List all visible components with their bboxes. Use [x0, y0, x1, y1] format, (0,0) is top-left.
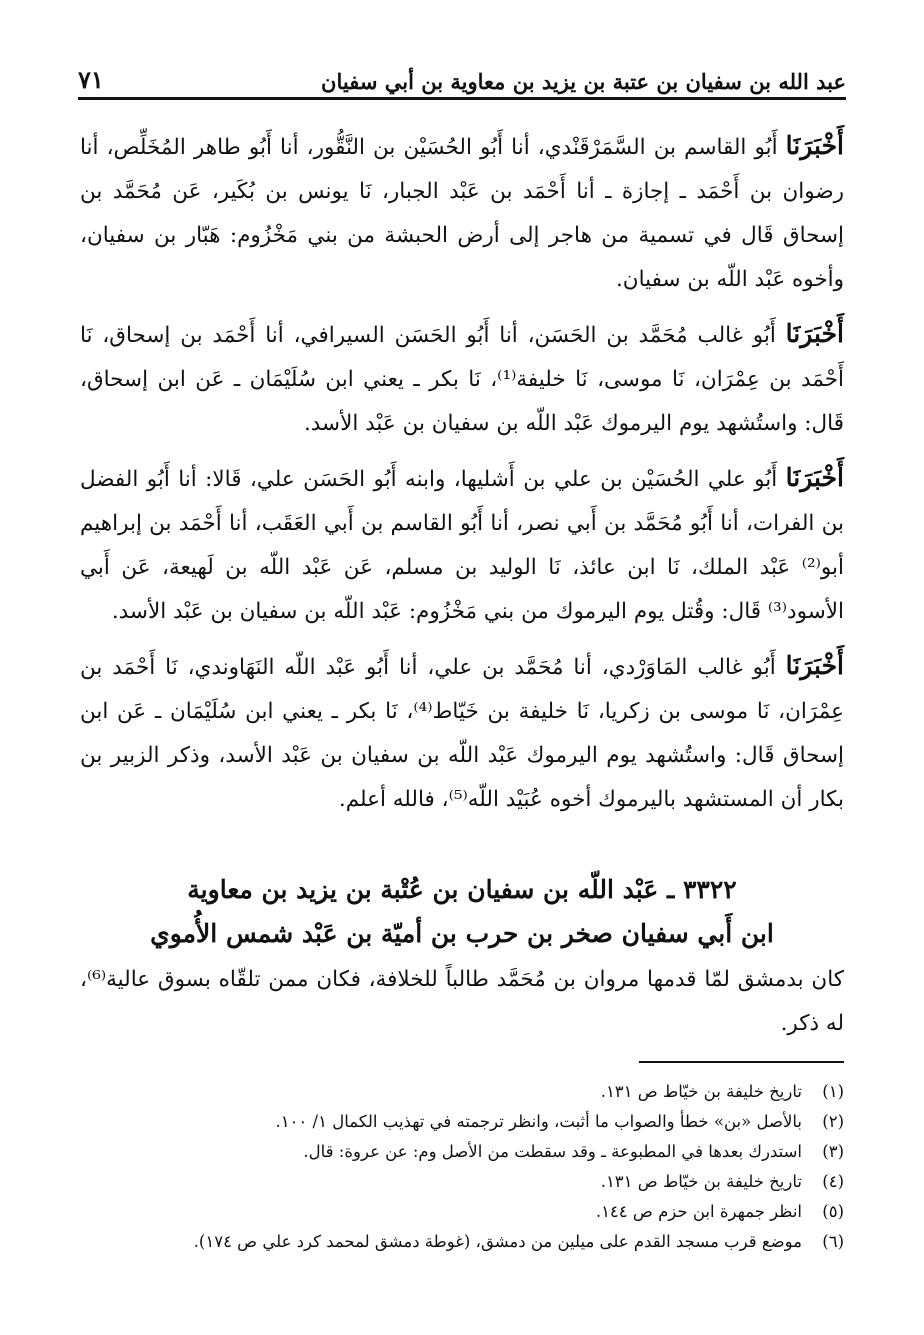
- narration-text: أَبُو القاسم بن السَّمَرْقَنْدي، أنا أَبُو الحُسَيْن بن النَّقُّور، أنا أَبُو طاهر المُخَلِّص، أنا رضوان بن أَحْمَد ـ إجازة ـ أنا أَحْمَد بن عَبْد الجبار، نَا يونس بن بُكَير، عَن مُحَمَّد بن إسحاق قَال في تسمية من هاجر إلى أرض الحبشة من بني مَخْزُوم: هَبّار بن سفيان، وأخوه عَبْد اللّه بن سفيان.: [80, 135, 845, 292]
- footnote: [80, 1167, 844, 1197]
- page-number: ٧١: [78, 65, 104, 94]
- footnote: [80, 1137, 844, 1167]
- header-rule: [78, 97, 846, 100]
- footnote-number: (٥): [822, 1202, 844, 1221]
- footnote-number: (٣): [822, 1142, 844, 1161]
- footnote-text: استدرك بعدها في المطبوعة ـ وقد سقطت من الأصل وم: عن عروة: قال.: [303, 1142, 802, 1161]
- entry-body: كان بدمشق لمّا قدمها مروان بن مُحَمَّد طالباً للخلافة، فكان ممن تلقّاه بسوق عالية⁽⁶⁾، له ذكر.: [80, 967, 844, 1036]
- footnote-text: تاريخ خليفة بن خيّاط ص ١٣١.: [600, 1172, 802, 1191]
- footnote: [80, 1077, 844, 1107]
- narration-text: أَبُو غالب مُحَمَّد بن الحَسَن، أنا أَبُو الحَسَن السيرافي، أنا أَحْمَد بن إسحاق، نَا أَحْمَد بن عِمْرَان، نَا موسى، نَا خليفة⁽¹⁾، نَا بكر ـ يعني ابن سُلَيْمَان ـ عَن ابن إسحاق، قَال: واستُشهد يوم اليرموك عَبْد اللّه بن سفيان بن عَبْد الأسد.: [80, 323, 845, 436]
- footnotes-list: [80, 1077, 844, 1257]
- footnote: [80, 1227, 844, 1257]
- narration-paragraph: [80, 644, 844, 822]
- footnote-text: بالأصل «بن» خطأ والصواب ما أثبت، وانظر ترجمته في تهذيب الكمال ١/ ١٠٠.: [275, 1112, 802, 1131]
- footnote-text: موضع قرب مسجد القدم على ميلين من دمشق، (غوطة دمشق لمحمد كرد علي ص ١٧٤).: [193, 1232, 802, 1251]
- narration-lead: أَخْبَرَنَا: [785, 131, 844, 160]
- page-header: [78, 58, 846, 94]
- footnote-number: (٦): [822, 1232, 844, 1251]
- entry-heading-line: ابن أَبي سفيان صخر بن حرب بن أميّة بن عَبْد شمس الأُموي: [150, 919, 774, 948]
- narration-paragraph: [80, 312, 844, 446]
- footnote-text: انظر جمهرة ابن حزم ص ١٤٤.: [595, 1202, 802, 1221]
- entry-heading: [80, 868, 844, 956]
- footnote: [80, 1197, 844, 1227]
- footnote-number: (١): [822, 1082, 844, 1101]
- footnote-text: تاريخ خليفة بن خيّاط ص ١٣١.: [600, 1082, 802, 1101]
- narration-paragraph: [80, 124, 844, 302]
- narration-lead: أَخْبَرَنَا: [785, 463, 844, 492]
- narration-paragraph: [80, 456, 844, 634]
- main-text: [80, 124, 844, 832]
- entry-heading-line: ٣٣٢٢ ـ عَبْد اللّه بن سفيان بن عُتْبة بن يزيد بن معاوية: [187, 875, 737, 904]
- narration-lead: أَخْبَرَنَا: [785, 651, 844, 680]
- footnote-number: (٢): [822, 1112, 844, 1131]
- footnote-number: (٤): [822, 1172, 844, 1191]
- narration-text: أَبُو غالب المَاوَرْدي، أنا مُحَمَّد بن علي، أنا أَبُو عَبْد اللّه النَهَاوندي، نَا أَحْمَد بن عِمْرَان، نَا موسى بن زكريا، نَا خليفة بن خَيّاط⁽⁴⁾، نَا بكر ـ يعني ابن سُلَيْمَان ـ عَن ابن إسحاق قَال: واستُشهد يوم اليرموك عَبْد اللّه بن سفيان بن عَبْد الأسد، وذكر الزبير بن بكار أن المستشهد باليرموك أخوه عُبَيْد اللّه⁽⁵⁾، فالله أعلم.: [80, 655, 844, 812]
- running-title: عبد الله بن سفيان بن عتبة بن يزيد بن معاوية بن أبي سفيان: [321, 69, 846, 94]
- narration-text: أَبُو علي الحُسَيْن بن علي بن أَشليها، وابنه أَبُو الحَسَن علي، قَالا: أنا أَبُو الفضل بن الفرات، أنا أَبُو مُحَمَّد بن أَبي نصر، أنا أَبُو القاسم بن أَبي العَقَب، أنا أَحْمَد بن إبراهيم أبو⁽²⁾ عَبْد الملك، نَا ابن عائذ، نَا الوليد بن مسلم، عَن عَبْد اللّه بن لَهيعة، عَن أَبي الأسود⁽³⁾ قَال: وقُتل يوم اليرموك من بني مَخْزُوم: عَبْد اللّه بن سفيان بن عَبْد الأسد.: [80, 467, 844, 624]
- footnote-divider: [639, 1061, 844, 1063]
- footnote: [80, 1107, 844, 1137]
- narration-lead: أَخْبَرَنَا: [785, 319, 844, 348]
